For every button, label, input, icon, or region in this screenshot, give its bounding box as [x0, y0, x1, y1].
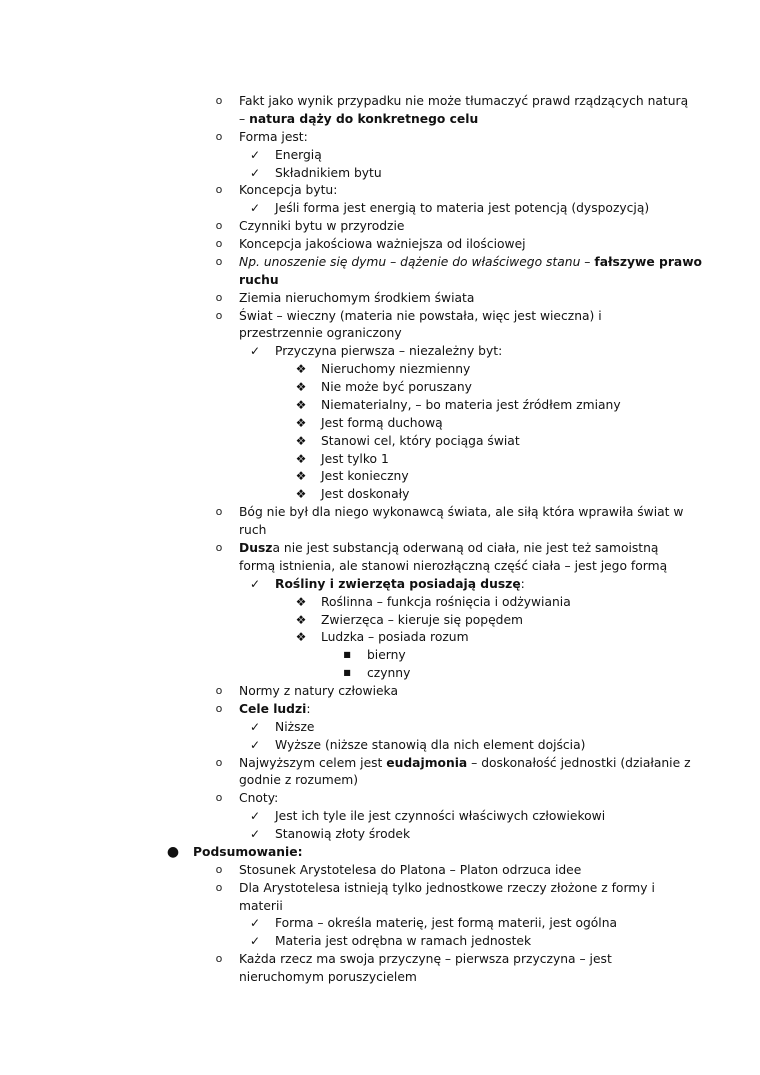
list-item	[367, 646, 406, 664]
list-item	[367, 664, 410, 682]
circle-bullet-icon: o	[215, 309, 223, 322]
list-item	[275, 807, 605, 825]
text-run: :	[520, 577, 525, 591]
bold-text: Podsumowanie:	[193, 845, 303, 859]
list-item	[239, 897, 283, 915]
text-run: a nie jest substancją oderwaną od ciała, nie jest też samoistną	[272, 541, 659, 555]
text-run: –	[239, 112, 250, 126]
square-bullet-icon: ■	[343, 650, 351, 659]
text-run: Cnoty:	[239, 791, 279, 805]
list-item	[239, 950, 612, 968]
list-item	[239, 968, 417, 986]
text-run: Każda rzecz ma swoja przyczynę – pierwsza przyczyna – jest	[239, 952, 612, 966]
list-item	[239, 503, 683, 521]
checkmark-icon: ✓	[249, 201, 261, 215]
list-item	[239, 235, 526, 253]
checkmark-icon: ✓	[249, 916, 261, 930]
text-run: przestrzennie ograniczony	[239, 326, 402, 340]
bold-text: Dusz	[239, 541, 273, 555]
list-item	[321, 467, 409, 485]
list-item	[321, 396, 621, 414]
text-run: Stosunek Arystotelesa do Platona – Platon odrzuca idee	[239, 863, 582, 877]
text-run: Jest formą duchową	[321, 416, 443, 430]
text-run: Nie może być poruszany	[321, 380, 472, 394]
list-item	[239, 128, 308, 146]
text-run: nieruchomym poruszycielem	[239, 970, 417, 984]
circle-bullet-icon: o	[215, 219, 223, 232]
circle-bullet-icon: o	[215, 237, 223, 250]
diamond-bullet-icon: ❖	[295, 469, 307, 483]
list-item	[275, 164, 382, 182]
text-run: ruch	[239, 523, 267, 537]
checkmark-icon: ✓	[249, 577, 261, 591]
list-item	[321, 593, 571, 611]
list-item	[239, 861, 581, 879]
checkmark-icon: ✓	[249, 166, 261, 180]
circle-bullet-icon: o	[215, 881, 223, 894]
italic-text: Np. unoszenie się dymu – dążenie do właściwego stanu	[239, 255, 581, 269]
list-item	[239, 789, 278, 807]
circle-bullet-icon: o	[215, 756, 223, 769]
list-item	[239, 771, 358, 789]
text-run: Koncepcja jakościowa ważniejsza od ilościowej	[239, 237, 526, 251]
text-run: materii	[239, 899, 283, 913]
diamond-bullet-icon: ❖	[295, 487, 307, 501]
text-run: Świat – wieczny (materia nie powstała, więc jest wieczna) i	[239, 309, 602, 323]
list-item	[239, 289, 474, 307]
list-item	[321, 628, 469, 646]
text-run: Roślinna – funkcja rośnięcia i odżywiania	[321, 595, 571, 609]
list-item	[275, 914, 617, 932]
text-run: Energią	[275, 148, 322, 162]
circle-bullet-icon: o	[215, 863, 223, 876]
text-run: Najwyższym celem jest	[239, 756, 387, 770]
bold-text: ruchu	[239, 273, 279, 287]
text-run: Bóg nie był dla niego wykonawcą świata, ale siłą która wprawiła świat w	[239, 505, 684, 519]
list-item	[275, 736, 585, 754]
text-run: Stanowi cel, który pociąga świat	[321, 434, 520, 448]
list-item	[239, 217, 405, 235]
text-run: Stanowią złoty środek	[275, 827, 411, 841]
circle-bullet-icon: o	[215, 183, 223, 196]
text-run: Jest konieczny	[321, 469, 409, 483]
text-run: Niematerialny, – bo materia jest źródłem zmiany	[321, 398, 621, 412]
text-run: Składnikiem bytu	[275, 166, 382, 180]
text-run: – doskonałość jednostki (działanie z	[467, 756, 691, 770]
list-item	[321, 450, 389, 468]
circle-bullet-icon: o	[215, 94, 223, 107]
diamond-bullet-icon: ❖	[295, 380, 307, 394]
text-run: Dla Arystotelesa istnieją tylko jednostkowe rzeczy złożone z formy i	[239, 881, 655, 895]
list-item	[275, 575, 525, 593]
circle-bullet-icon: o	[215, 684, 223, 697]
bold-text: eudajmonia	[386, 756, 468, 770]
text-run: Jest tylko 1	[321, 452, 389, 466]
square-bullet-icon: ■	[343, 668, 351, 677]
circle-bullet-icon: o	[215, 130, 223, 143]
text-run: Wyższe (niższe stanowią dla nich element dojścia)	[275, 738, 586, 752]
text-run: Jeśli forma jest energią to materia jest potencją (dyspozycją)	[275, 201, 650, 215]
text-run: Normy z natury człowieka	[239, 684, 398, 698]
circle-bullet-icon: o	[215, 952, 223, 965]
circle-bullet-icon: o	[215, 291, 223, 304]
list-item	[239, 271, 279, 289]
text-run: bierny	[367, 648, 406, 662]
checkmark-icon: ✓	[249, 738, 261, 752]
checkmark-icon: ✓	[249, 934, 261, 948]
circle-bullet-icon: o	[215, 702, 223, 715]
diamond-bullet-icon: ❖	[295, 434, 307, 448]
list-item	[321, 378, 472, 396]
list-item	[239, 539, 658, 557]
circle-bullet-icon: o	[215, 255, 223, 268]
text-run: Forma jest:	[239, 130, 308, 144]
bold-text: natura dąży do konkretnego celu	[249, 112, 479, 126]
list-item	[275, 199, 649, 217]
list-item	[239, 181, 337, 199]
bold-text: fałszywe prawo	[594, 255, 703, 269]
bold-text: Cele ludzi	[239, 702, 307, 716]
circle-bullet-icon: o	[215, 541, 223, 554]
text-run: Czynniki bytu w przyrodzie	[239, 219, 405, 233]
diamond-bullet-icon: ❖	[295, 613, 307, 627]
text-run: Ludzka – posiada rozum	[321, 630, 469, 644]
checkmark-icon: ✓	[249, 827, 261, 841]
checkmark-icon: ✓	[249, 720, 261, 734]
list-item	[239, 557, 667, 575]
diamond-bullet-icon: ❖	[295, 630, 307, 644]
list-item	[193, 843, 302, 861]
circle-bullet-icon: o	[215, 505, 223, 518]
diamond-bullet-icon: ❖	[295, 416, 307, 430]
checkmark-icon: ✓	[249, 809, 261, 823]
list-item	[239, 879, 655, 897]
text-run: Jest ich tyle ile jest czynności właściwych człowiekowi	[275, 809, 606, 823]
text-run: Nieruchomy niezmienny	[321, 362, 471, 376]
list-item	[321, 611, 523, 629]
list-item	[239, 110, 478, 128]
text-run: Ziemia nieruchomym środkiem świata	[239, 291, 475, 305]
list-item	[239, 253, 702, 271]
list-item	[321, 360, 470, 378]
list-item	[239, 324, 402, 342]
diamond-bullet-icon: ❖	[295, 452, 307, 466]
list-item	[239, 92, 688, 110]
diamond-bullet-icon: ❖	[295, 398, 307, 412]
diamond-bullet-icon: ❖	[295, 595, 307, 609]
text-run: Koncepcja bytu:	[239, 183, 338, 197]
round-bullet-icon: ●	[166, 844, 180, 860]
list-item	[239, 700, 311, 718]
list-item	[321, 414, 443, 432]
checkmark-icon: ✓	[249, 148, 261, 162]
text-run: –	[580, 255, 595, 269]
text-run: Fakt jako wynik przypadku nie może tłumaczyć prawd rządzących naturą	[239, 94, 689, 108]
list-item	[275, 932, 531, 950]
list-item	[321, 432, 520, 450]
text-run: formą istnienia, ale stanowi nierozłączną część ciała – jest jego formą	[239, 559, 668, 573]
text-run: Zwierzęca – kieruje się popędem	[321, 613, 523, 627]
list-item	[239, 682, 398, 700]
text-run: czynny	[367, 666, 411, 680]
list-item	[275, 825, 410, 843]
list-item	[321, 485, 409, 503]
diamond-bullet-icon: ❖	[295, 362, 307, 376]
list-item	[239, 521, 266, 539]
text-run: :	[306, 702, 311, 716]
text-run: Jest doskonały	[321, 487, 410, 501]
text-run: Materia jest odrębna w ramach jednostek	[275, 934, 532, 948]
text-run: godnie z rozumem)	[239, 773, 359, 787]
text-run: Forma – określa materię, jest formą materii, jest ogólna	[275, 916, 618, 930]
list-item	[275, 718, 315, 736]
list-item	[239, 307, 602, 325]
bold-text: Rośliny i zwierzęta posiadają duszę	[275, 577, 521, 591]
text-run: Niższe	[275, 720, 315, 734]
list-item	[239, 754, 691, 772]
list-item	[275, 342, 502, 360]
text-run: Przyczyna pierwsza – niezależny byt:	[275, 344, 503, 358]
list-item	[275, 146, 322, 164]
circle-bullet-icon: o	[215, 791, 223, 804]
checkmark-icon: ✓	[249, 344, 261, 358]
